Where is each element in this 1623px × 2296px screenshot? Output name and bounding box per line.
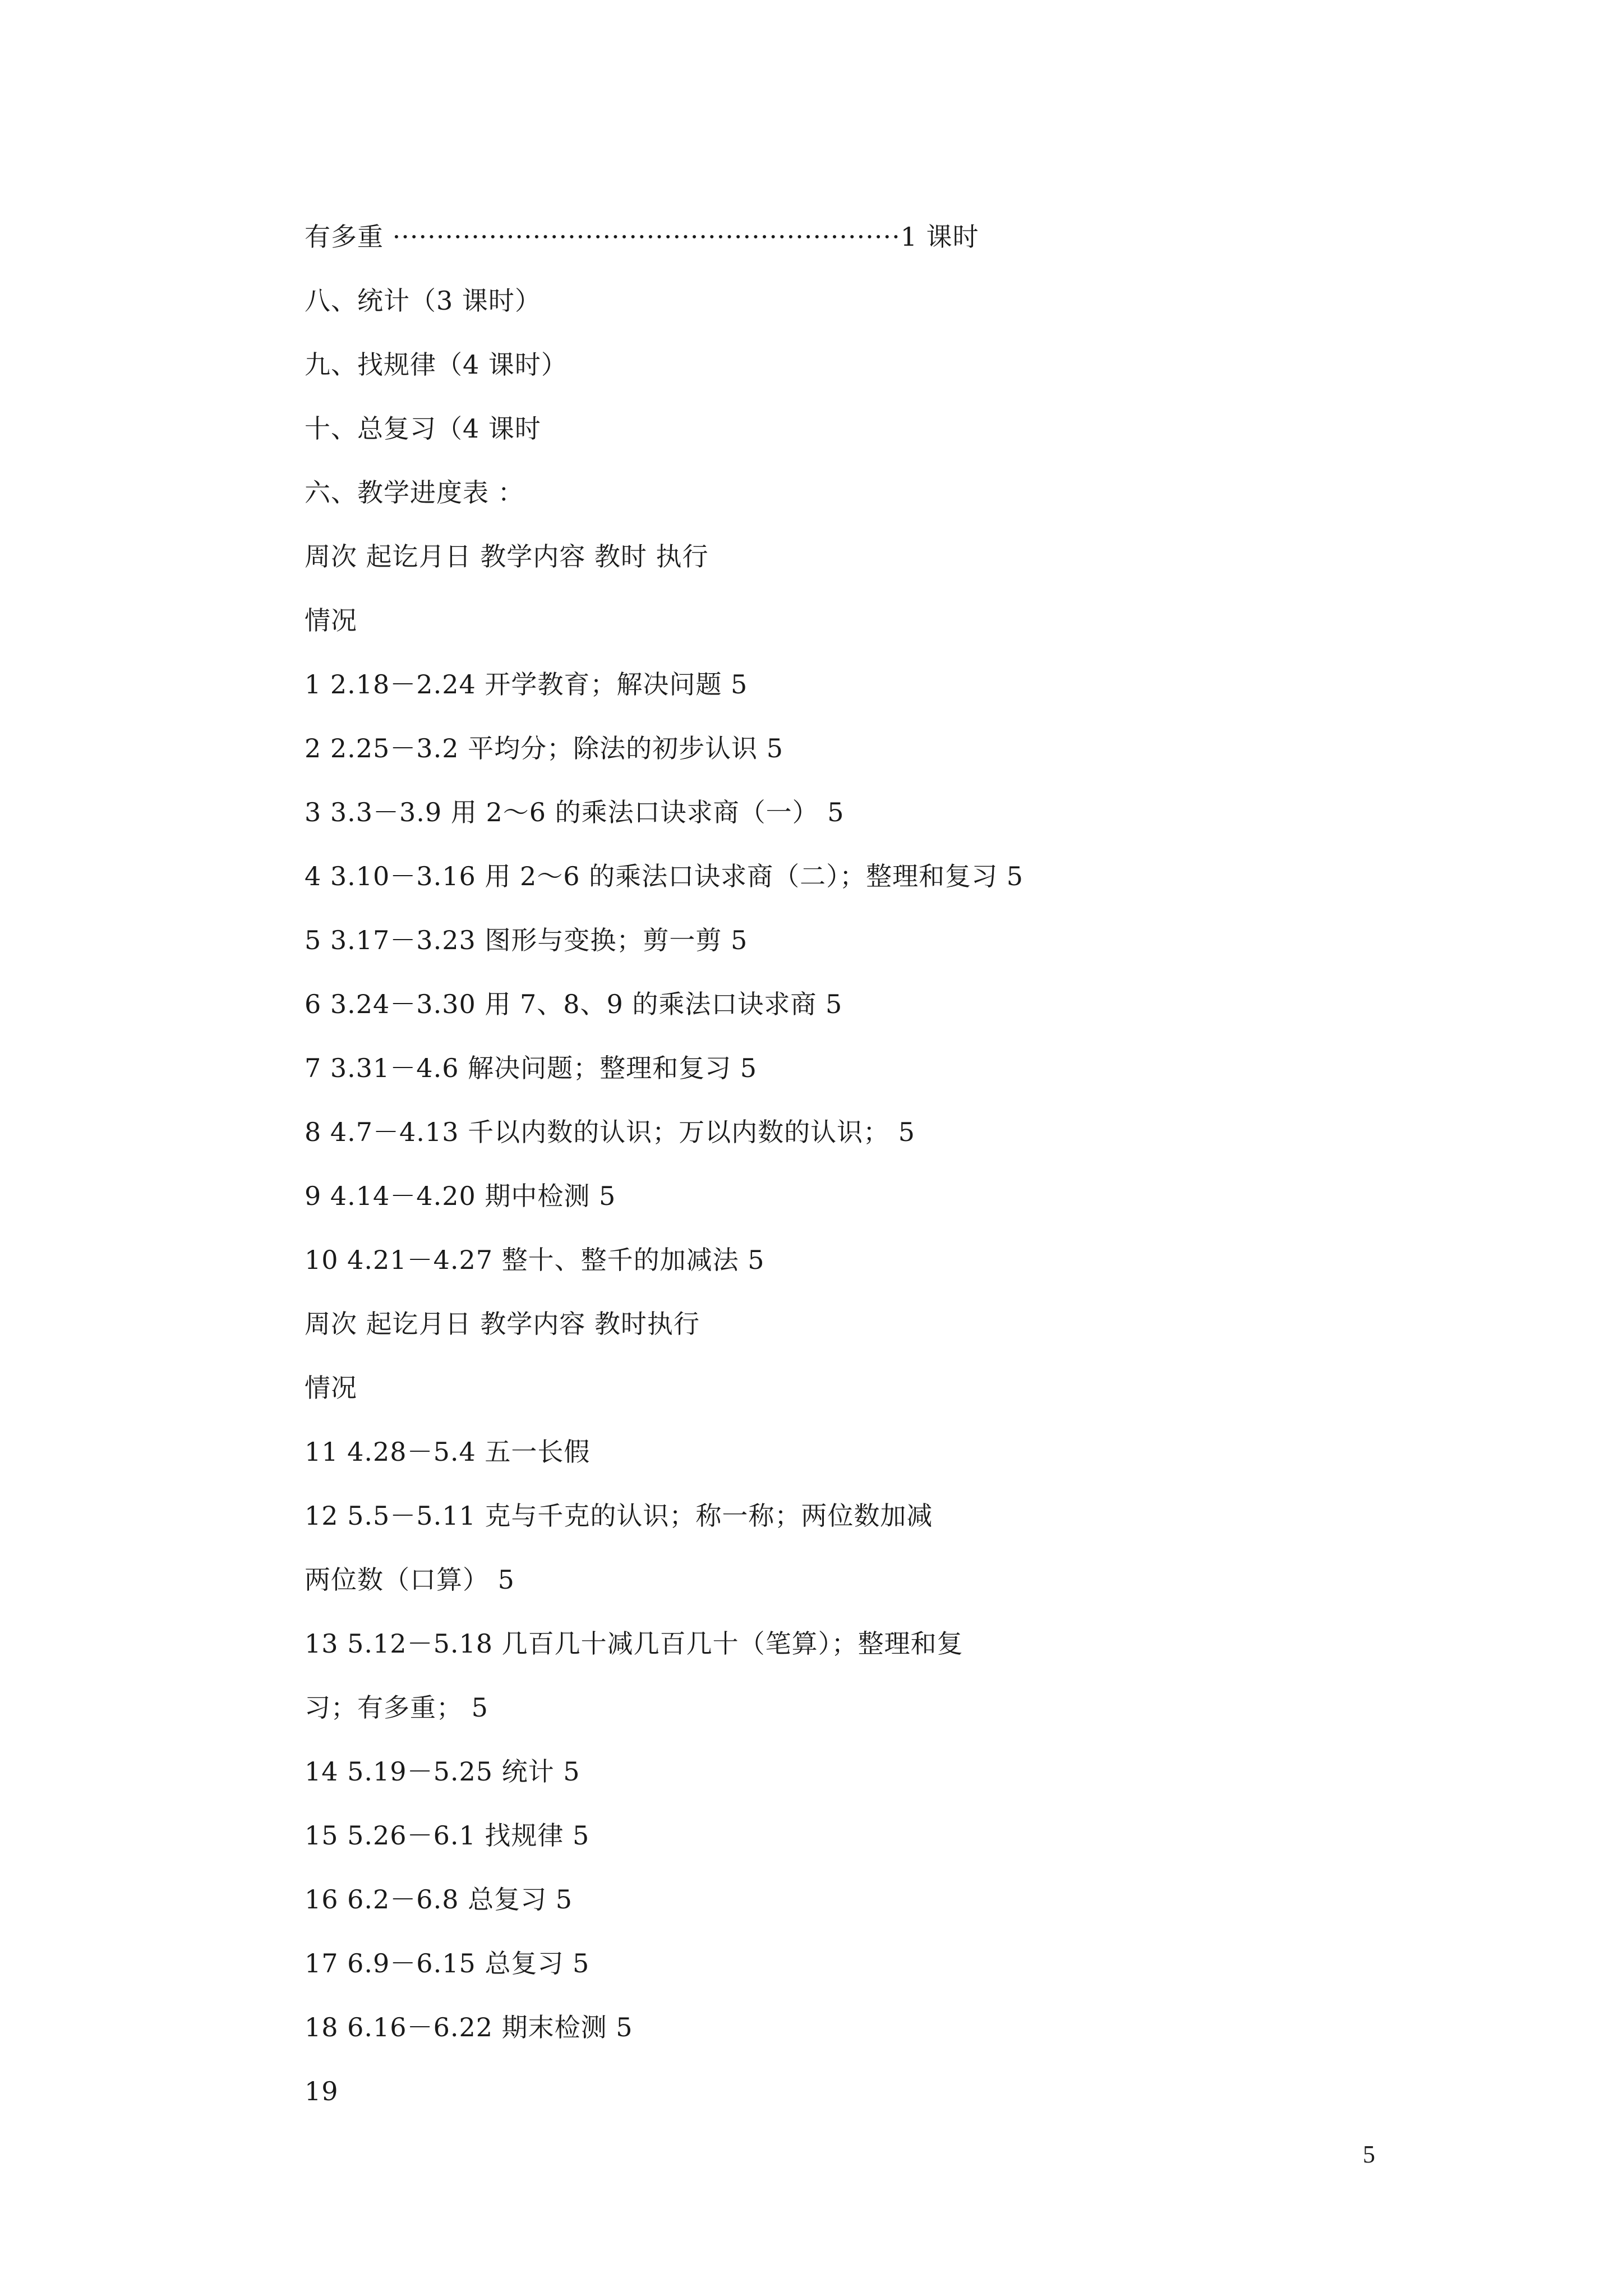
schedule-row: 15 5.26－6.1 找规律 5 — [305, 1820, 590, 1851]
text-line: 有多重 ··························································1 课时 — [305, 222, 979, 252]
text-line: 九、找规律（4 课时） — [305, 349, 568, 380]
schedule-row-cont: 两位数（口算） 5 — [305, 1565, 515, 1595]
schedule-row: 6 3.24－3.30 用 7、8、9 的乘法口诀求商 5 — [305, 989, 843, 1019]
schedule-row: 13 5.12－5.18 几百几十减几百几十（笔算）；整理和复 — [305, 1628, 963, 1659]
table-header-cont: 情况 — [305, 605, 357, 636]
page-number: 5 — [1363, 2141, 1375, 2168]
text-line: 十、总复习（4 课时 — [305, 413, 541, 444]
section-heading: 六、教学进度表 ： — [305, 477, 524, 508]
table-header-cont: 情况 — [305, 1373, 357, 1403]
document-body — [305, 205, 1426, 2123]
schedule-row: 17 6.9－6.15 总复习 5 — [305, 1948, 590, 1978]
schedule-row: 1 2.18－2.24 开学教育；解决问题 5 — [305, 669, 748, 700]
schedule-row: 11 4.28－5.4 五一长假 — [305, 1437, 591, 1467]
schedule-row: 9 4.14－4.20 期中检测 5 — [305, 1181, 616, 1211]
schedule-row: 7 3.31－4.6 解决问题；整理和复习 5 — [305, 1053, 757, 1083]
schedule-row: 4 3.10－3.16 用 2～6 的乘法口诀求商（二）；整理和复习 5 — [305, 861, 1024, 891]
schedule-row: 5 3.17－3.23 图形与变换；剪一剪 5 — [305, 925, 748, 955]
schedule-row-cont: 习；有多重； 5 — [305, 1692, 488, 1723]
table-header: 周次 起讫月日 教学内容 教时执行 — [305, 1309, 700, 1339]
schedule-row: 8 4.7－4.13 千以内数的认识；万以内数的认识； 5 — [305, 1117, 915, 1147]
schedule-row: 19 — [305, 2076, 339, 2106]
table-header: 周次 起讫月日 教学内容 教时 执行 — [305, 541, 709, 572]
schedule-row: 16 6.2－6.8 总复习 5 — [305, 1884, 573, 1915]
text-line: 八、统计（3 课时） — [305, 286, 541, 316]
schedule-row: 2 2.25－3.2 平均分；除法的初步认识 5 — [305, 733, 783, 763]
schedule-row: 18 6.16－6.22 期末检测 5 — [305, 2012, 633, 2042]
schedule-row: 12 5.5－5.11 克与千克的认识；称一称；两位数加减 — [305, 1501, 933, 1531]
schedule-row: 14 5.19－5.25 统计 5 — [305, 1756, 580, 1787]
schedule-row: 10 4.21－4.27 整十、整千的加减法 5 — [305, 1245, 765, 1275]
schedule-row: 3 3.3－3.9 用 2～6 的乘法口诀求商（一） 5 — [305, 797, 845, 827]
